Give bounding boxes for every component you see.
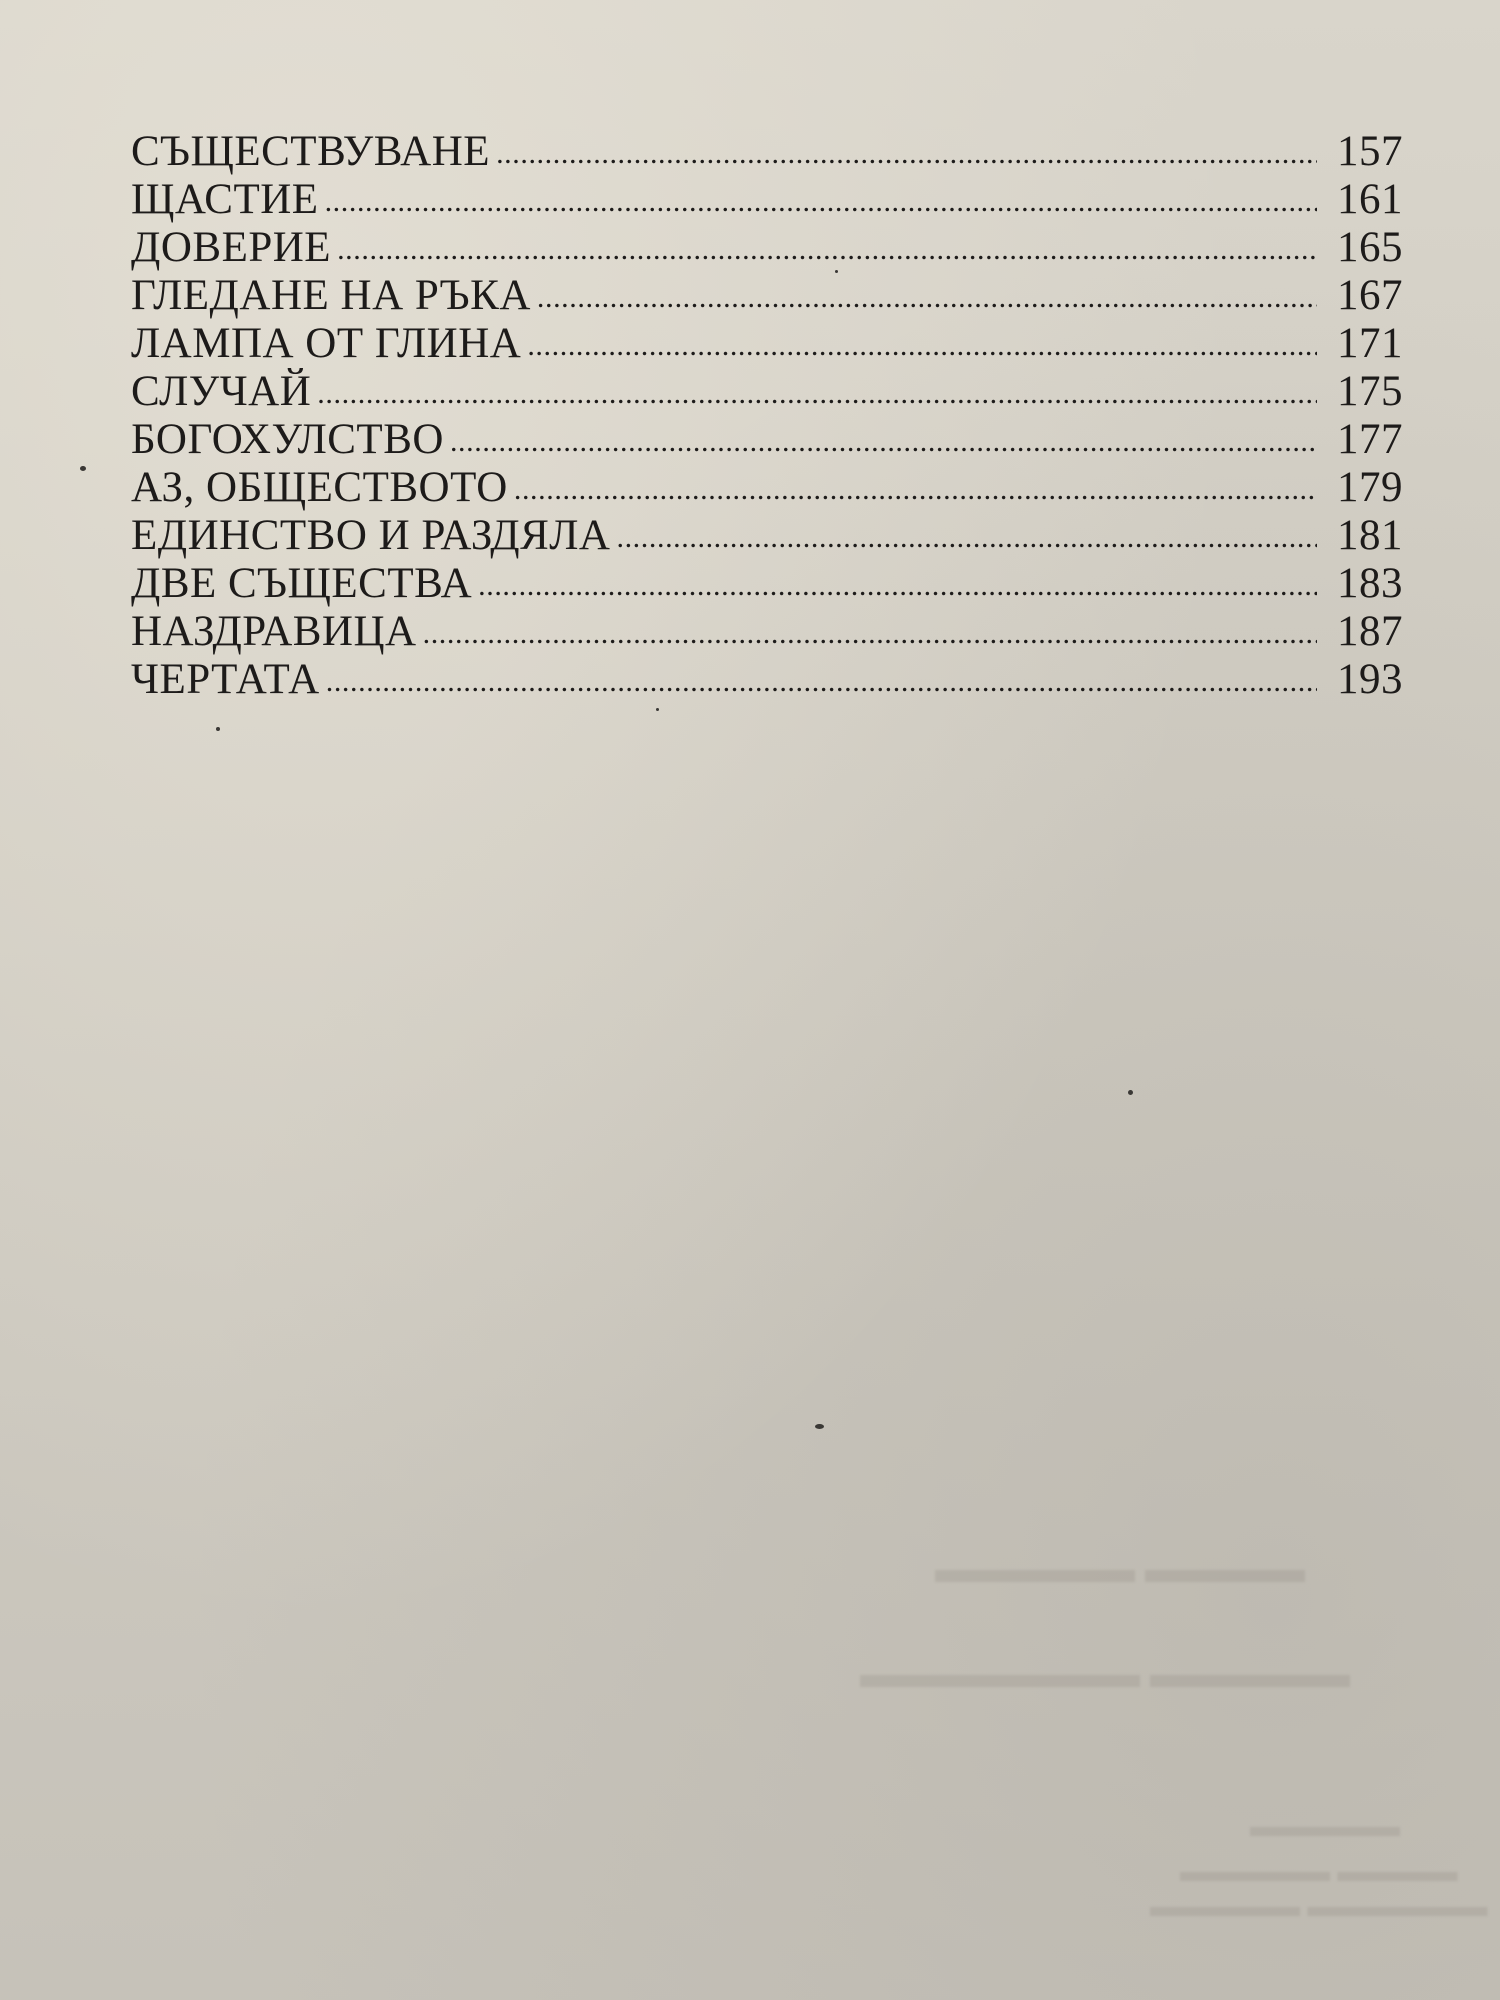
paper-speck [1128, 1090, 1133, 1095]
toc-dot-leader [325, 174, 1317, 226]
toc-entry [131, 464, 1403, 512]
toc-dot-leader [423, 606, 1317, 658]
paper-speck [656, 708, 659, 711]
toc-entry-title: НАЗДРАВИЦА [131, 608, 417, 655]
toc-dot-leader [527, 318, 1317, 370]
toc-entry [131, 368, 1403, 416]
toc-entry [131, 176, 1403, 224]
bleed-through-smudge: ▬▬▬▬ ▬▬▬▬▬ [1180, 1855, 1458, 1888]
toc-entry [131, 608, 1403, 656]
toc-entry-title: ДВЕ СЪЩЕСТВА [131, 560, 473, 607]
toc-entry [131, 272, 1403, 320]
toc-entry [131, 512, 1403, 560]
toc-dot-leader [450, 414, 1317, 466]
bleed-through-smudge: ▬▬▬▬▬ [1250, 1810, 1400, 1843]
toc-dot-leader [317, 366, 1317, 418]
toc-dot-leader [496, 126, 1317, 178]
paper-speck [815, 1424, 824, 1429]
table-of-contents [131, 128, 1403, 704]
paper-speck [80, 466, 86, 471]
toc-entry-page: 167 [1337, 272, 1403, 319]
toc-entry-title: СЪЩЕСТВУВАНЕ [131, 128, 491, 175]
toc-entry-page: 165 [1337, 224, 1403, 271]
toc-dot-leader [537, 270, 1317, 322]
toc-entry-title: ГЛЕДАНЕ НА РЪКА [131, 272, 531, 319]
toc-entry [131, 656, 1403, 704]
toc-entry-page: 157 [1337, 128, 1403, 175]
toc-entry-page: 179 [1337, 464, 1403, 511]
toc-entry-title: СЛУЧАЙ [131, 368, 312, 415]
toc-entry-page: 175 [1337, 368, 1403, 415]
toc-dot-leader [337, 222, 1317, 274]
toc-dot-leader [326, 654, 1317, 706]
toc-entry-title: ЩАСТИЕ [131, 176, 319, 223]
toc-entry [131, 560, 1403, 608]
toc-entry-title: БОГОХУЛСТВО [131, 416, 444, 463]
toc-entry-page: 177 [1337, 416, 1403, 463]
toc-entry-title: ЛАМПА ОТ ГЛИНА [131, 320, 522, 367]
toc-entry-page: 183 [1337, 560, 1403, 607]
paper-speck [835, 270, 838, 273]
paper-speck [216, 727, 220, 731]
toc-entry [131, 128, 1403, 176]
toc-dot-leader [478, 558, 1317, 610]
toc-entry-title: АЗ, ОБЩЕСТВОТО [131, 464, 508, 511]
bleed-through-smudge: ▬▬▬▬▬▬ ▬▬▬▬▬ [1150, 1890, 1488, 1923]
toc-entry-title: ЕДИНСТВО И РАЗДЯЛА [131, 512, 611, 559]
toc-entry-page: 171 [1337, 320, 1403, 367]
toc-entry [131, 416, 1403, 464]
bleed-through-smudge: ▬▬▬▬ ▬▬▬▬▬ [935, 1546, 1305, 1591]
toc-dot-leader [616, 510, 1317, 562]
toc-dot-leader [514, 462, 1317, 514]
toc-entry-page: 187 [1337, 608, 1403, 655]
toc-entry-page: 193 [1337, 656, 1403, 703]
toc-entry-title: ДОВЕРИЕ [131, 224, 332, 271]
toc-entry-page: 181 [1337, 512, 1403, 559]
toc-entry [131, 224, 1403, 272]
toc-entry-page: 161 [1337, 176, 1403, 223]
toc-entry [131, 320, 1403, 368]
bleed-through-smudge: ▬▬▬▬▬ ▬▬▬▬▬▬▬ [860, 1651, 1350, 1696]
toc-entry-title: ЧЕРТАТА [131, 656, 320, 703]
